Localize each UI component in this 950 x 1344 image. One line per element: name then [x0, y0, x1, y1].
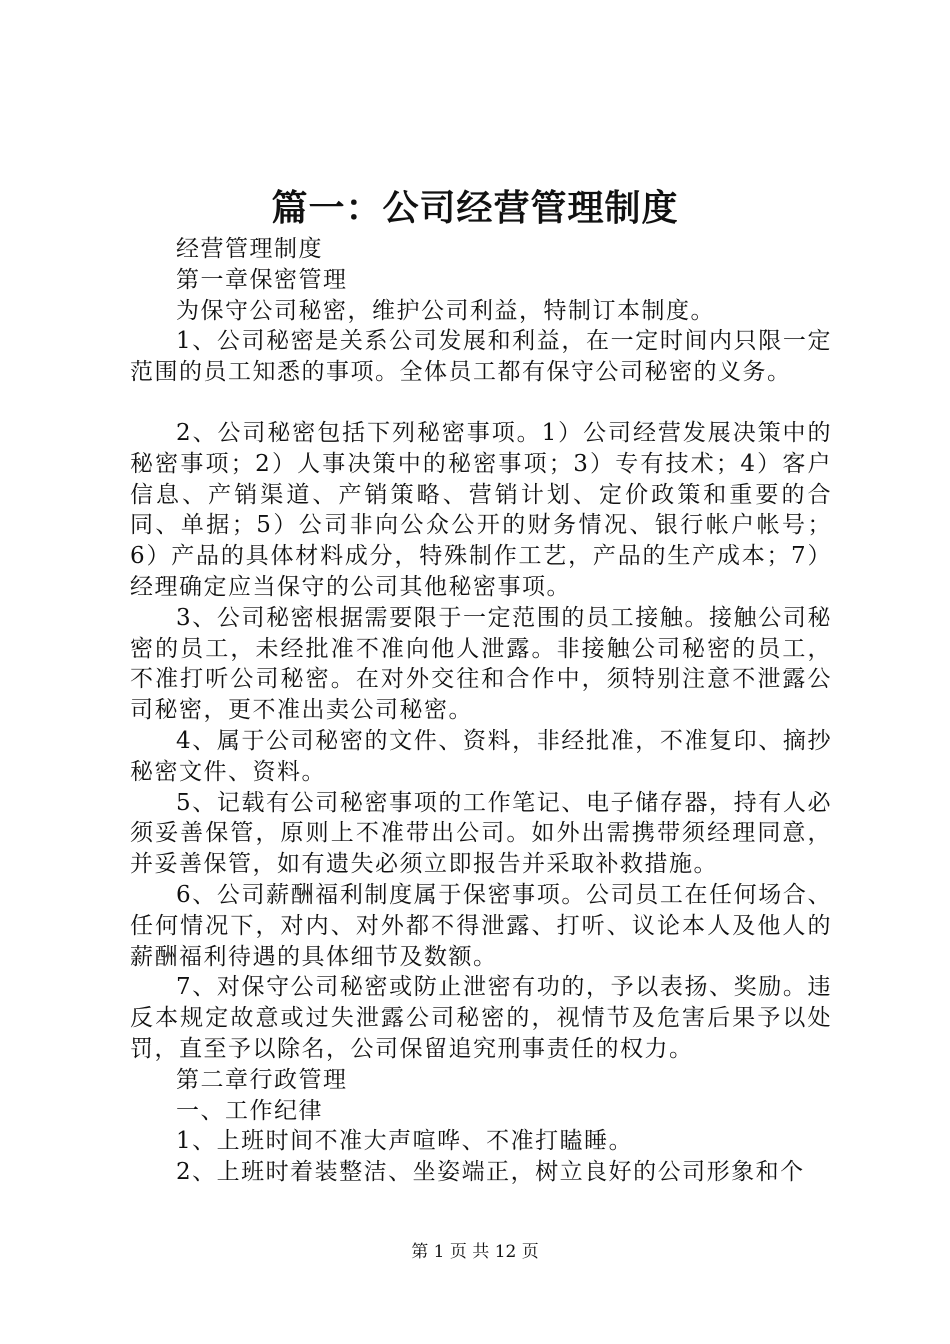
paragraph: 3、公司秘密根据需要限于一定范围的员工接触。接触公司秘密的员工，未经批准不准向他人泄露。非接触公司秘密的员工，不准打听公司秘密。在对外交往和合作中，须特别注意不泄露公司秘密，更不准出卖公司秘密。 [130, 604, 832, 724]
page-footer: 第 1 页 共 12 页 [411, 1242, 539, 1262]
paragraph: 2、公司秘密包括下列秘密事项。1）公司经营发展决策中的秘密事项；2）人事决策中的秘密事项；3）专有技术；4）客户信息、产销渠道、产销策略、营销计划、定价政策和重要的合同、单据；5）公司非向公众公开的财务情况、银行帐户帐号；6）产品的具体材料成分，特殊制作工艺，产品的生产成本；7）经理确定应当保守的公司其他秘密事项。 [130, 419, 832, 600]
document-body [130, 234, 832, 1188]
paragraph: 7、对保守公司秘密或防止泄密有功的，予以表扬、奖励。违反本规定故意或过失泄露公司秘密的，视情节及危害后果予以处罚，直至予以除名，公司保留追究刑事责任的权力。 [130, 974, 832, 1062]
paragraph: 第二章行政管理 [176, 1066, 348, 1093]
document-title: 篇一：公司经营管理制度 [271, 187, 679, 229]
paragraph: 1、公司秘密是关系公司发展和利益，在一定时间内只限一定范围的员工知悉的事项。全体员工都有保守公司秘密的义务。 [130, 328, 832, 386]
paragraph: 6、公司薪酬福利制度属于保密事项。公司员工在任何场合、任何情况下，对内、对外都不得泄露、打听、议论本人及他人的薪酬福利待遇的具体细节及数额。 [130, 881, 832, 970]
paragraph: 为保守公司秘密，维护公司利益，特制订本制度。 [176, 297, 715, 324]
paragraph: 1、上班时间不准大声喧哗、不准打瞌睡。 [176, 1128, 634, 1155]
paragraph: 第一章保密管理 [176, 266, 348, 293]
paragraph: 一、工作纪律 [176, 1097, 323, 1124]
paragraph: 5、记载有公司秘密事项的工作笔记、电子储存器，持有人必须妥善保管，原则上不准带出公司。如外出需携带须经理同意，并妥善保管，如有遗失必须立即报告并采取补救措施。 [130, 789, 832, 878]
paragraph: 4、属于公司秘密的文件、资料，非经批准，不准复印、摘抄秘密文件、资料。 [130, 727, 832, 785]
paragraph: 2、上班时着装整洁、坐姿端正，树立良好的公司形象和个 [176, 1159, 805, 1186]
paragraph: 经营管理制度 [176, 236, 323, 262]
